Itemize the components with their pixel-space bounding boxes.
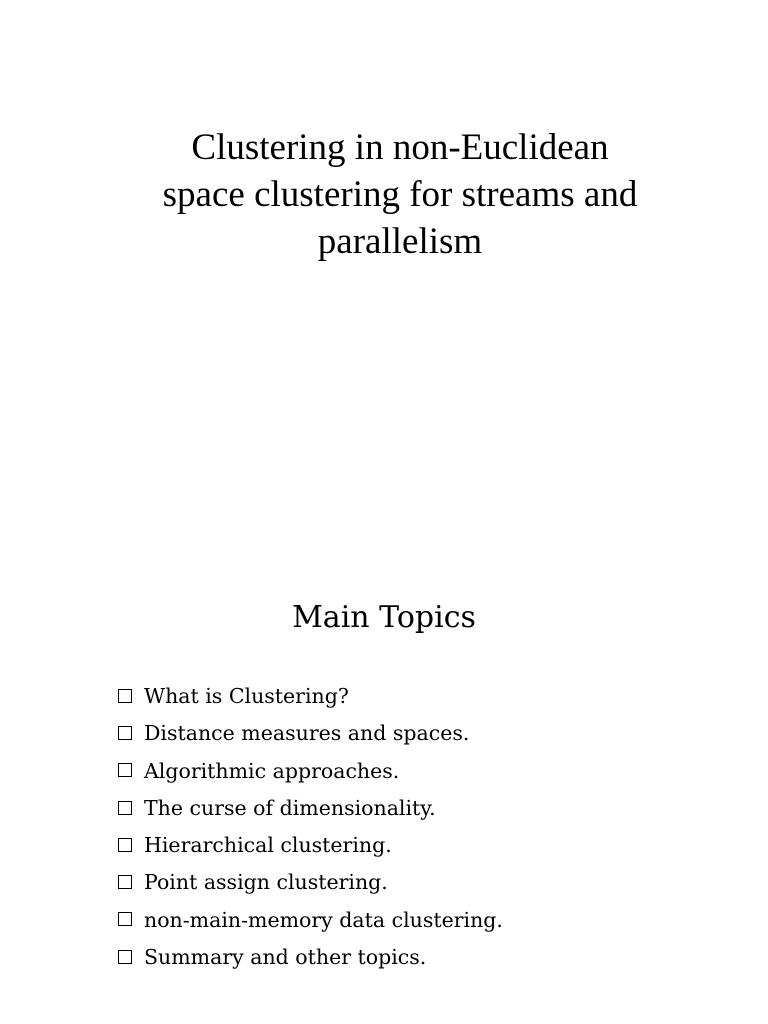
list-item: [118, 715, 503, 752]
list-item: [118, 678, 503, 715]
checkbox-bullet-icon: [118, 726, 134, 742]
topic-label: Algorithmic approaches.: [144, 758, 400, 783]
list-item: [118, 939, 503, 976]
topic-label: Summary and other topics.: [144, 945, 427, 970]
list-item: [118, 827, 503, 864]
topic-label: non-main-memory data clustering.: [144, 907, 503, 932]
checkbox-bullet-icon: [118, 763, 134, 779]
title-line: parallelism: [317, 221, 483, 262]
title-line: Clustering in non-Euclidean: [191, 127, 609, 168]
topic-label: Distance measures and spaces.: [144, 721, 470, 746]
list-item: [118, 864, 503, 901]
list-item: [118, 790, 503, 827]
topic-label: Point assign clustering.: [144, 870, 388, 895]
title-line: space clustering for streams and: [162, 174, 638, 215]
checkbox-bullet-icon: [118, 950, 134, 966]
checkbox-bullet-icon: [118, 689, 134, 705]
checkbox-bullet-icon: [118, 875, 134, 891]
main-topics-heading: Main Topics: [292, 600, 476, 635]
topic-label: Hierarchical clustering.: [144, 833, 392, 858]
page-title: [120, 124, 680, 265]
checkbox-bullet-icon: [118, 912, 134, 928]
list-item: [118, 753, 503, 790]
list-item: [118, 902, 503, 939]
topic-label: What is Clustering?: [144, 684, 349, 708]
checkbox-bullet-icon: [118, 838, 134, 854]
topic-list: [118, 678, 503, 976]
topic-label: The curse of dimensionality.: [144, 795, 436, 820]
checkbox-bullet-icon: [118, 801, 134, 817]
